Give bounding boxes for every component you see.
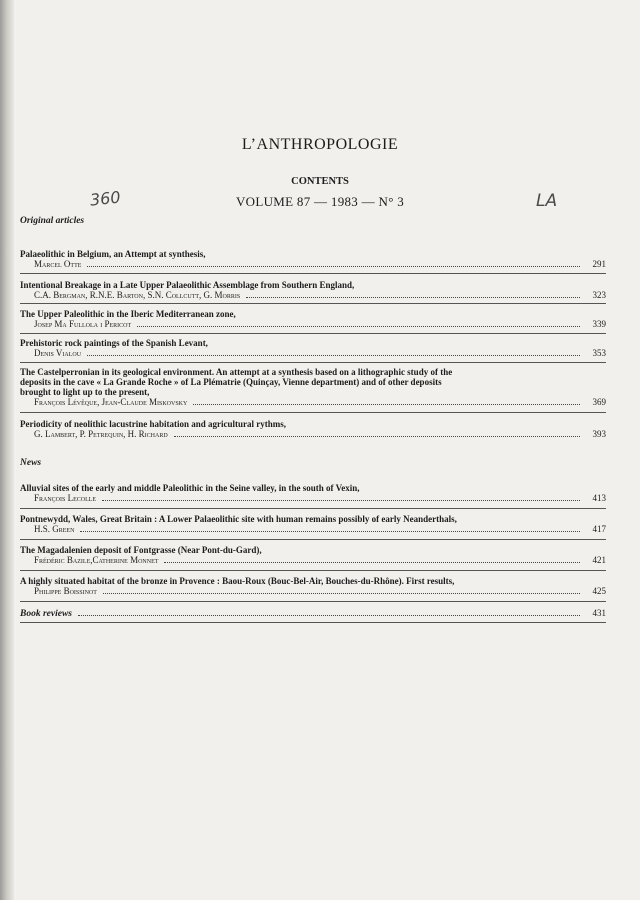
entry-title: Palaeolithic in Belgium, an Attempt at synthesis, [20,249,206,259]
entry-authors: Marcel Otte [34,259,82,269]
entry-title: The Upper Paleolithic in the Iberic Mediterranean zone, [20,309,236,319]
entry-page: 323 [592,290,606,300]
entry-page: 431 [592,608,606,618]
book-reviews-label: Book reviews [20,609,72,619]
leader-dots [164,561,580,563]
toc-entry[interactable] [20,419,606,439]
entry-title: Periodicity of neolithic lacustrine habitation and agricultural rythms, [20,419,286,429]
entry-page: 291 [592,259,606,269]
toc-entry[interactable] [20,249,606,269]
entry-authors: François Lecolle [34,493,97,503]
journal-title: L’ANTHROPOLOGIE [241,136,399,153]
binding-edge [0,0,14,900]
divider [20,622,606,623]
entry-title-line: deposits in the cave « La Grande Roche » of La Plématrie (Quinçay, Vienne department) and of other deposits [20,377,442,387]
entry-page: 413 [592,493,606,503]
toc-entry-book-reviews[interactable] [20,608,606,619]
toc-entry[interactable] [20,280,606,300]
divider [20,333,606,334]
leader-dots [174,435,580,437]
handwritten-note-left: 360 [89,187,122,210]
section-news: News [20,458,42,468]
divider [20,601,606,602]
leader-dots [193,403,580,405]
entry-title: The Magadalenien deposit of Fontgrasse (Near Pont-du-Gard), [20,545,262,555]
volume-line: VOLUME 87 — 1983 — N° 3 [235,194,405,209]
entry-authors: Denis Vialou [34,348,82,358]
toc-entry[interactable] [20,367,606,407]
entry-title: Prehistoric rock paintings of the Spanish Levant, [20,338,208,348]
leader-dots [137,325,580,327]
leader-dots [87,354,580,356]
toc-entry[interactable] [20,514,606,534]
toc-entry[interactable] [20,309,606,329]
divider [20,539,606,540]
entry-authors: H.S. Green [34,524,75,534]
handwritten-note-right: LA [536,191,558,211]
entry-page: 417 [592,524,606,534]
divider [20,273,606,274]
section-original-articles: Original articles [20,216,85,226]
toc-entry[interactable] [20,483,606,503]
entry-authors: Josep Ma Fullola i Pericot [34,319,132,329]
entry-page: 339 [592,319,606,329]
toc-entry[interactable] [20,338,606,358]
divider [20,362,606,363]
entry-title: Intentional Breakage in a Late Upper Palaeolithic Assemblage from Southern England, [20,280,355,290]
entry-page: 353 [592,348,606,358]
entry-authors: C.A. Bergman, R.N.E. Barton, S.N. Collcutt, G. Morris [34,290,241,300]
entry-title-line: brought to light up to the present, [20,387,150,397]
entry-page: 393 [592,429,606,439]
entry-authors: François Lévêque, Jean-Claude Miskovsky [34,397,188,407]
entry-page: 421 [592,555,606,565]
leader-dots [102,499,580,501]
entry-title: Pontnewydd, Wales, Great Britain : A Lower Palaeolithic site with human remains possibly of early Neanderthals, [20,514,457,524]
divider [20,508,606,509]
entry-page: 369 [592,397,606,407]
leader-dots [78,615,580,616]
divider [20,412,606,413]
entry-page: 425 [592,586,606,596]
toc-entry[interactable] [20,576,606,596]
entry-title: A highly situated habitat of the bronze in Provence : Baou-Roux (Bouc-Bel-Air, Bouches-du-Rhône). First results, [20,576,455,586]
divider [20,303,606,304]
entry-title: Alluvial sites of the early and middle Paleolithic in the Seine valley, in the south of Vexin, [20,483,360,493]
leader-dots [80,530,580,532]
leader-dots [246,296,580,298]
entry-title-line: The Castelperronian in its geological environment. An attempt at a synthesis based on a lithographic study of the [20,367,453,377]
entry-authors: G. Lambert, P. Petrequin, H. Richard [34,429,168,439]
entry-authors: Frédéric Bazile,Catherine Monnet [34,555,159,565]
entry-authors: Philippe Boissinot [34,586,97,596]
leader-dots [87,265,580,267]
leader-dots [103,592,580,594]
toc-entry[interactable] [20,545,606,565]
divider [20,570,606,571]
contents-heading: CONTENTS [291,176,349,187]
